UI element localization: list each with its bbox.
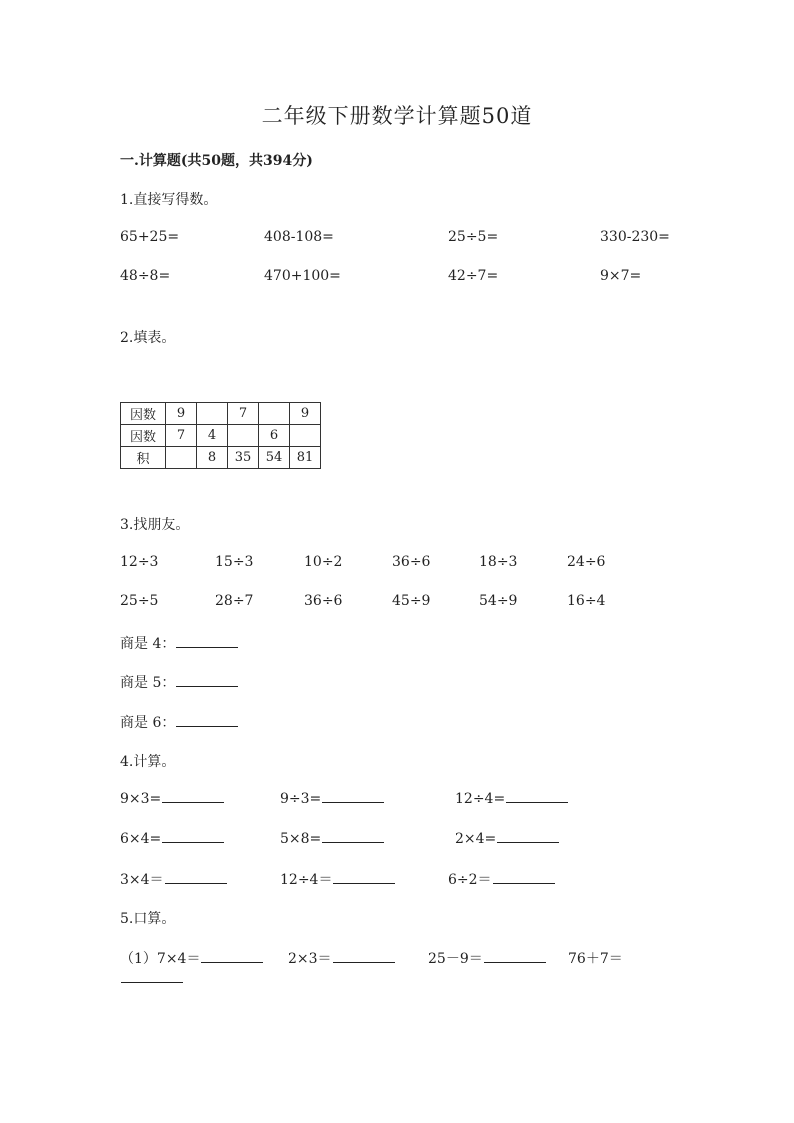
q4-item xyxy=(448,869,555,889)
q5-expr: 2×3＝ xyxy=(288,951,332,967)
q5-item xyxy=(428,948,546,968)
q3-item: 25÷5 xyxy=(120,593,159,609)
q4-expr: 5×8= xyxy=(280,831,322,847)
answer-label: 商是 4： xyxy=(120,636,176,652)
answer-blank[interactable] xyxy=(176,635,238,648)
q1-item: 65+25= xyxy=(120,229,180,245)
q4-item xyxy=(280,830,384,847)
answer-blank[interactable] xyxy=(165,871,227,884)
q4-expr: 9÷3= xyxy=(280,791,322,807)
q3-item: 24÷6 xyxy=(567,554,606,570)
q4-expr: 2×4= xyxy=(455,831,497,847)
section-heading: 一.计算题(共50题，共394分) xyxy=(120,153,313,169)
q3-item: 16÷4 xyxy=(567,593,606,609)
q1-item: 330-230= xyxy=(600,229,670,245)
q1-item: 42÷7= xyxy=(448,268,499,284)
q4-expr: 6×4= xyxy=(120,831,162,847)
q1-heading: 1.直接写得数。 xyxy=(120,192,218,208)
answer-blank[interactable] xyxy=(176,674,238,687)
q3-item: 18÷3 xyxy=(479,554,518,570)
table-cell xyxy=(166,447,197,469)
q3-heading: 3.找朋友。 xyxy=(120,517,190,533)
q4-expr: 3×4＝ xyxy=(120,872,164,888)
answer-blank[interactable] xyxy=(201,950,263,963)
q3-item: 28÷7 xyxy=(215,593,254,609)
q1-item: 408-108= xyxy=(264,229,334,245)
q1-item: 25÷5= xyxy=(448,229,499,245)
table-cell: 54 xyxy=(259,447,290,469)
q4-expr: 6÷2＝ xyxy=(448,872,492,888)
answer-blank[interactable] xyxy=(493,871,555,884)
answer-blank[interactable] xyxy=(333,871,395,884)
table-row xyxy=(121,425,321,447)
q1-item: 470+100= xyxy=(264,268,341,284)
table-row xyxy=(121,447,321,469)
answer-blank[interactable] xyxy=(176,714,238,727)
answer-label: 商是 6： xyxy=(120,715,176,731)
answer-label: 商是 5： xyxy=(120,675,176,691)
answer-line xyxy=(120,712,238,732)
q4-item xyxy=(120,869,227,889)
table-cell xyxy=(197,403,228,425)
table-cell xyxy=(228,425,259,447)
q3-item: 45÷9 xyxy=(392,593,431,609)
q5-wrap-blank xyxy=(120,970,183,987)
answer-blank[interactable] xyxy=(484,950,546,963)
table-row xyxy=(121,403,321,425)
answer-blank[interactable] xyxy=(121,970,183,983)
answer-blank[interactable] xyxy=(506,790,568,803)
table-cell xyxy=(259,403,290,425)
table-cell: 因数 xyxy=(121,403,166,425)
q4-item xyxy=(280,869,395,889)
table-cell: 7 xyxy=(228,403,259,425)
q5-expr: 76＋7＝ xyxy=(568,951,623,967)
q4-item xyxy=(455,790,568,807)
q1-item: 9×7= xyxy=(600,268,642,284)
q4-item xyxy=(120,830,224,847)
table-cell: 35 xyxy=(228,447,259,469)
answer-blank[interactable] xyxy=(333,950,395,963)
q4-expr: 12÷4＝ xyxy=(280,872,333,888)
table-cell xyxy=(290,425,321,447)
q3-item: 12÷3 xyxy=(120,554,159,570)
answer-blank[interactable] xyxy=(322,830,384,843)
q4-item xyxy=(120,790,224,807)
table-cell: 9 xyxy=(166,403,197,425)
table-cell: 4 xyxy=(197,425,228,447)
q5-item xyxy=(568,948,623,968)
answer-line xyxy=(120,633,238,653)
q5-expr: （1）7×4＝ xyxy=(120,951,201,967)
q3-item: 36÷6 xyxy=(304,593,343,609)
table-cell: 因数 xyxy=(121,425,166,447)
q4-expr: 9×3= xyxy=(120,791,162,807)
factor-table xyxy=(120,402,321,469)
q3-item: 36÷6 xyxy=(392,554,431,570)
q3-item: 15÷3 xyxy=(215,554,254,570)
table-cell: 8 xyxy=(197,447,228,469)
answer-blank[interactable] xyxy=(497,830,559,843)
answer-blank[interactable] xyxy=(322,790,384,803)
q5-item xyxy=(120,948,263,968)
table-cell: 81 xyxy=(290,447,321,469)
q5-heading: 5.口算。 xyxy=(120,911,176,927)
q5-item xyxy=(288,948,395,968)
q4-item xyxy=(280,790,384,807)
answer-blank[interactable] xyxy=(162,830,224,843)
q3-item: 54÷9 xyxy=(479,593,518,609)
q4-item xyxy=(455,830,559,847)
q4-heading: 4.计算。 xyxy=(120,754,176,770)
table-cell: 7 xyxy=(166,425,197,447)
q3-item: 10÷2 xyxy=(304,554,343,570)
q1-item: 48÷8= xyxy=(120,268,171,284)
q5-expr: 25－9＝ xyxy=(428,951,483,967)
answer-line xyxy=(120,672,238,692)
table-cell: 积 xyxy=(121,447,166,469)
q4-expr: 12÷4= xyxy=(455,791,506,807)
table-cell: 9 xyxy=(290,403,321,425)
page-title: 二年级下册数学计算题50道 xyxy=(261,104,533,128)
q2-heading: 2.填表。 xyxy=(120,330,176,346)
answer-blank[interactable] xyxy=(162,790,224,803)
table-cell: 6 xyxy=(259,425,290,447)
